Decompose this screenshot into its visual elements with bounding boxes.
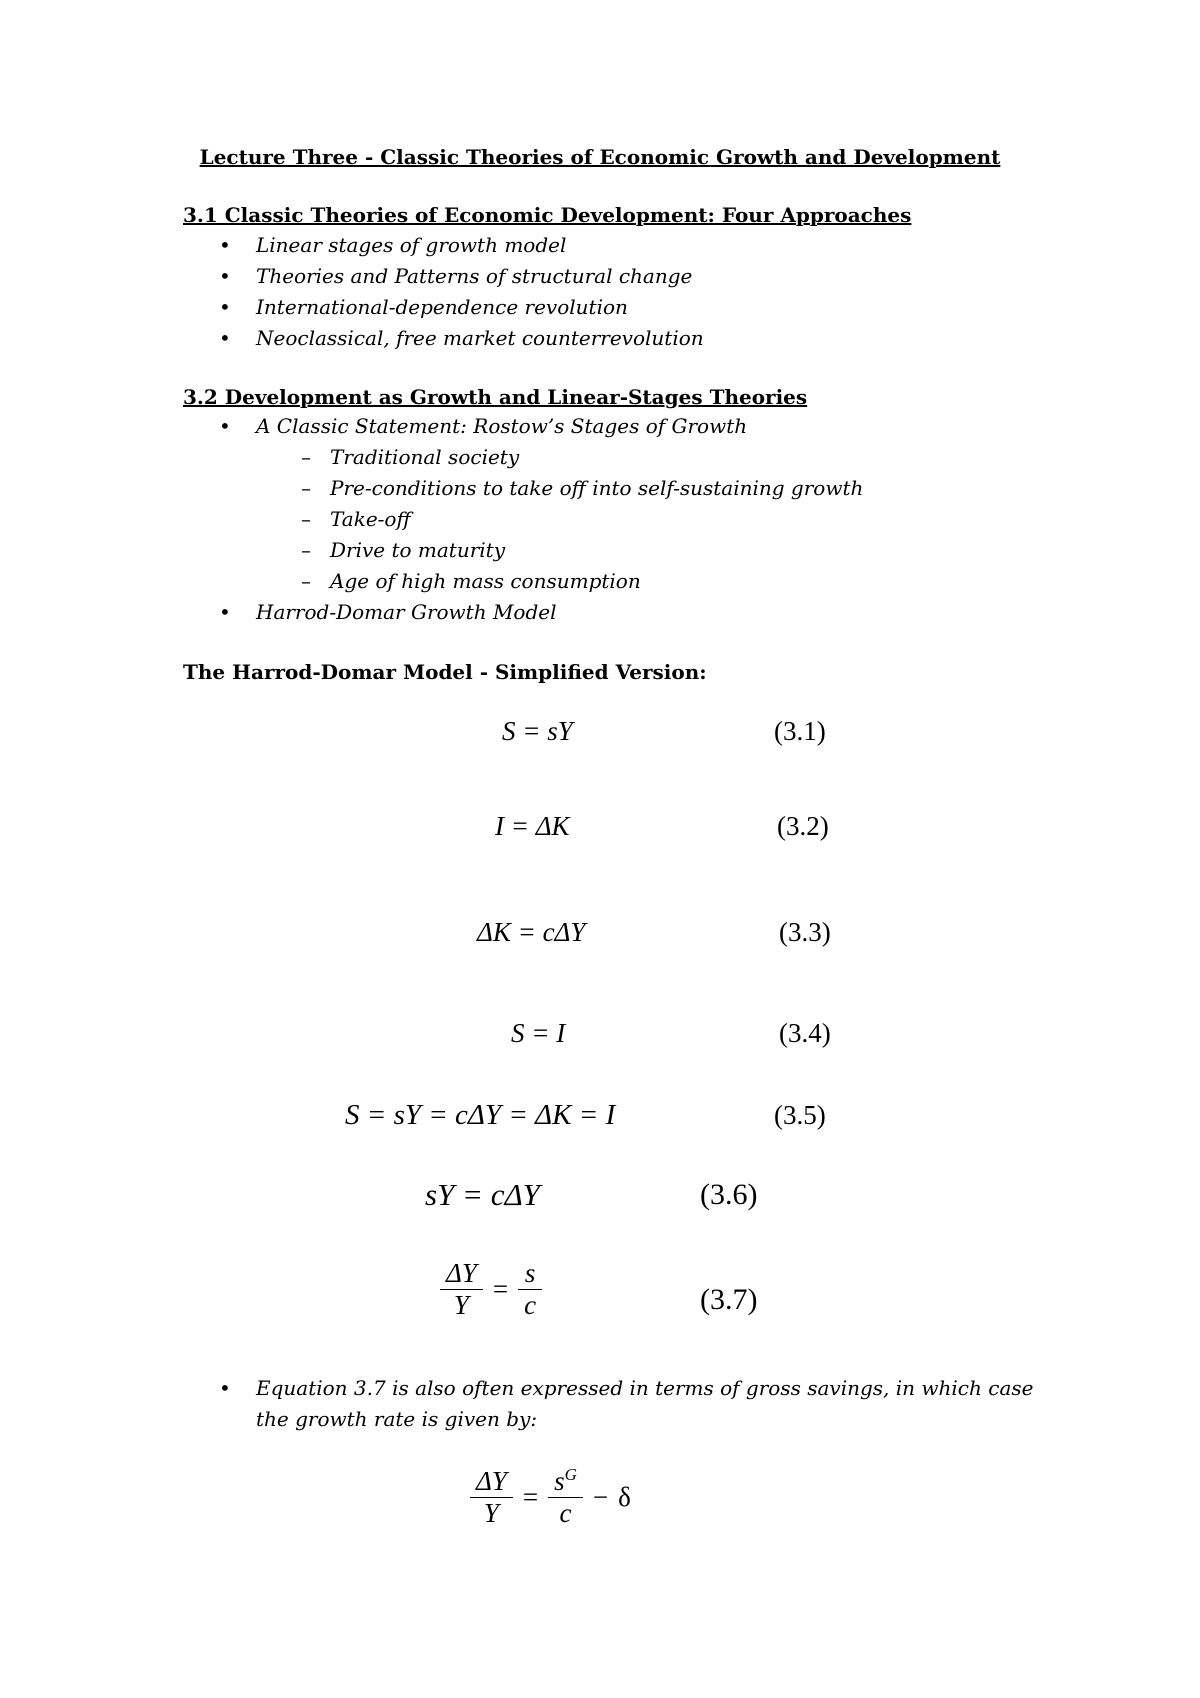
- list-item: International-dependence revolution: [256, 295, 628, 319]
- note-line: the growth rate is given by:: [256, 1407, 538, 1431]
- dash: –: [301, 507, 311, 531]
- equation-expression: I = ΔK: [495, 811, 570, 841]
- list-item: Linear stages of growth model: [256, 233, 567, 257]
- equation-number: (3.7): [700, 1283, 758, 1316]
- savings-symbol: s: [554, 1466, 565, 1496]
- bullet: •: [219, 233, 231, 257]
- sub-list-item: Pre-conditions to take off into self-sustaining growth: [330, 476, 864, 500]
- numerator: ΔY: [476, 1465, 507, 1496]
- list-item: A Classic Statement: Rostow’s Stages of Growth: [256, 414, 748, 438]
- depreciation-symbol: δ: [618, 1481, 631, 1512]
- bullet: •: [219, 326, 231, 350]
- equation-3-7: [440, 1258, 542, 1321]
- bullet: •: [219, 600, 231, 624]
- equation-number: (3.6): [700, 1178, 758, 1211]
- denominator: c: [524, 1290, 537, 1320]
- fraction-rhs: [548, 1465, 583, 1529]
- equation-number: (3.5): [774, 1100, 826, 1130]
- dash: –: [301, 569, 311, 593]
- fraction-rhs: [518, 1258, 542, 1321]
- gross-superscript: G: [564, 1465, 577, 1484]
- model-heading: The Harrod-Domar Model - Simplified Version:: [183, 660, 707, 684]
- page-title: Lecture Three - Classic Theories of Economic Growth and Development: [199, 145, 1001, 169]
- list-item: Theories and Patterns of structural change: [256, 264, 693, 288]
- equation-number: (3.4): [779, 1018, 831, 1048]
- minus-sign: −: [592, 1481, 609, 1512]
- sub-list-item: Drive to maturity: [330, 538, 506, 562]
- list-item: Harrod-Domar Growth Model: [256, 600, 557, 624]
- denominator: Y: [453, 1290, 469, 1320]
- dash: –: [301, 445, 311, 469]
- fraction-lhs: [470, 1466, 513, 1529]
- equation-expression: S = sY: [502, 716, 573, 746]
- equals-sign: =: [522, 1481, 539, 1512]
- equation-gross-savings: [470, 1465, 631, 1529]
- list-item: Neoclassical, free market counterrevolution: [256, 326, 704, 350]
- section-heading-3-1: 3.1 Classic Theories of Economic Development: Four Approaches: [183, 203, 912, 227]
- equals-sign: =: [492, 1274, 509, 1304]
- bullet: •: [219, 295, 231, 319]
- section-heading-3-2: 3.2 Development as Growth and Linear-Stages Theories: [183, 385, 808, 409]
- bullet: •: [219, 414, 231, 438]
- bullet: •: [219, 1376, 231, 1400]
- denominator: c: [559, 1498, 572, 1528]
- fraction-lhs: [440, 1258, 483, 1321]
- equation-number: (3.1): [774, 716, 826, 746]
- dash: –: [301, 538, 311, 562]
- numerator: ΔY: [446, 1258, 477, 1288]
- equation-number: (3.2): [777, 811, 829, 841]
- equation-expression: ΔK = cΔY: [477, 917, 586, 947]
- numerator: s: [524, 1258, 536, 1288]
- note-line: Equation 3.7 is also often expressed in terms of gross savings, in which case: [256, 1376, 1034, 1400]
- equation-expression: S = I: [511, 1018, 566, 1048]
- sub-list-item: Age of high mass consumption: [330, 569, 641, 593]
- equation-expression: S = sY = cΔY = ΔK = I: [345, 1099, 616, 1131]
- equation-number: (3.3): [779, 917, 831, 947]
- numerator: [548, 1465, 583, 1497]
- sub-list-item: Traditional society: [330, 445, 520, 469]
- sub-list-item: Take-off: [330, 507, 411, 531]
- dash: –: [301, 476, 311, 500]
- equation-expression: sY = cΔY: [425, 1177, 540, 1212]
- bullet: •: [219, 264, 231, 288]
- denominator: Y: [483, 1497, 499, 1528]
